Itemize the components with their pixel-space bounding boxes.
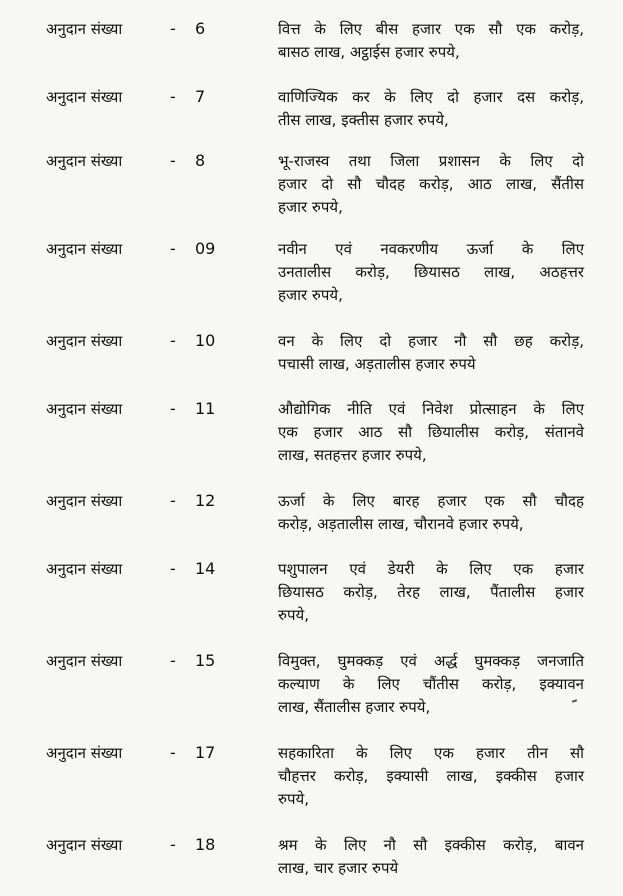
grant-description — [278, 650, 584, 719]
description-line: लाख, सैंतालीस हजार रुपये, — [278, 698, 431, 716]
description-line: लाख, चार हजार रुपये — [278, 859, 399, 877]
grant-dash: - — [170, 651, 176, 670]
grant-dash: - — [170, 835, 176, 854]
description-line: हजार रुपये, — [278, 198, 343, 216]
grant-number: 7 — [195, 87, 206, 106]
grant-number: 12 — [195, 491, 216, 510]
description-line: रुपये, — [278, 790, 309, 808]
description-line: हजार दो सौ चौदह करोड़, आठ लाख, सैंतीस — [278, 175, 584, 193]
grant-description — [278, 742, 584, 811]
grant-label: अनुदान संख्या — [46, 400, 123, 418]
grant-label: अनुदान संख्या — [46, 744, 123, 762]
grant-dash: - — [170, 331, 176, 350]
grant-number: 17 — [195, 743, 216, 762]
description-line: कल्याण के लिए चौंतीस करोड़, इक्यावन — [278, 675, 584, 693]
description-line: बासठ लाख, अट्ठाईस हजार रुपये, — [278, 43, 460, 61]
description-line: रुपये, — [278, 606, 309, 624]
description-line: वित्त के लिए बीस हजार एक सौ एक करोड़, — [278, 20, 584, 38]
grant-description — [278, 238, 584, 307]
grant-description — [278, 330, 584, 376]
description-line: भू-राजस्व तथा जिला प्रशासन के लिए दो — [278, 152, 584, 170]
grant-dash: - — [170, 19, 176, 38]
description-line: श्रम के लिए नौ सौ इक्कीस करोड़, बावन — [278, 836, 584, 854]
grant-label: अनुदान संख्या — [46, 20, 123, 38]
grant-dash: - — [170, 87, 176, 106]
grant-number: 10 — [195, 331, 216, 350]
grant-description — [278, 18, 584, 64]
description-line: सहकारिता के लिए एक हजार तीन सौ — [278, 744, 584, 762]
grant-label: अनुदान संख्या — [46, 88, 123, 106]
grant-label: अनुदान संख्या — [46, 332, 123, 350]
grant-dash: - — [170, 239, 176, 258]
description-line: वन के लिए दो हजार नौ सौ छह करोड़, — [278, 332, 584, 350]
description-line: विमुक्त, घुमक्कड़ एवं अर्द्ध घुमक्कड़ जनजाति — [278, 652, 584, 670]
description-line: करोड़, अड़तालीस लाख, चौरानवे हजार रुपये, — [278, 515, 524, 533]
grant-label: अनुदान संख्या — [46, 492, 123, 510]
description-line: तीस लाख, इक्तीस हजार रुपये, — [278, 111, 449, 129]
description-line: छियासठ करोड़, तेरह लाख, पैंतालीस हजार — [278, 583, 584, 601]
grant-label: अनुदान संख्या — [46, 152, 123, 170]
grant-number: 6 — [195, 19, 206, 38]
grant-dash: - — [170, 399, 176, 418]
grant-description — [278, 490, 584, 536]
grant-description — [278, 834, 584, 880]
grant-dash: - — [170, 559, 176, 578]
description-line: औद्योगिक नीति एवं निवेश प्रोत्साहन के लिए — [278, 400, 584, 418]
grant-number: 18 — [195, 835, 216, 854]
description-line: चौहत्तर करोड़, इक्यासी लाख, इक्कीस हजार — [278, 767, 584, 785]
grant-label: अनुदान संख्या — [46, 652, 123, 670]
grant-number: 11 — [195, 399, 216, 418]
grant-dash: - — [170, 491, 176, 510]
description-line: वाणिज्यिक कर के लिए दो हजार दस करोड़, — [278, 88, 584, 106]
grant-number: 14 — [195, 559, 216, 578]
grant-description — [278, 398, 584, 467]
grant-label: अनुदान संख्या — [46, 240, 123, 258]
grant-label: अनुदान संख्या — [46, 836, 123, 854]
grant-description — [278, 86, 584, 132]
grant-number: 15 — [195, 651, 216, 670]
description-line: एक हजार आठ सौ छियालीस करोड़, संतानवे — [278, 423, 584, 441]
grant-dash: - — [170, 743, 176, 762]
description-line: नवीन एवं नवकरणीय ऊर्जा के लिए — [278, 240, 584, 258]
description-line: लाख, सतहत्तर हजार रुपये, — [278, 446, 427, 464]
description-line: पशुपालन एवं डेयरी के लिए एक हजार — [278, 560, 584, 578]
description-line: पचासी लाख, अड़तालीस हजार रुपये — [278, 355, 476, 373]
grant-number: 8 — [195, 151, 206, 170]
grant-description — [278, 150, 584, 219]
grant-description — [278, 558, 584, 627]
description-line: हजार रुपये, — [278, 286, 343, 304]
grant-dash: - — [170, 151, 176, 170]
grant-label: अनुदान संख्या — [46, 560, 123, 578]
grant-number: 09 — [195, 239, 216, 258]
description-line: उनतालीस करोड़, छियासठ लाख, अठहत्तर — [278, 263, 584, 281]
description-line: ऊर्जा के लिए बारह हजार एक सौ चौदह — [278, 492, 584, 510]
